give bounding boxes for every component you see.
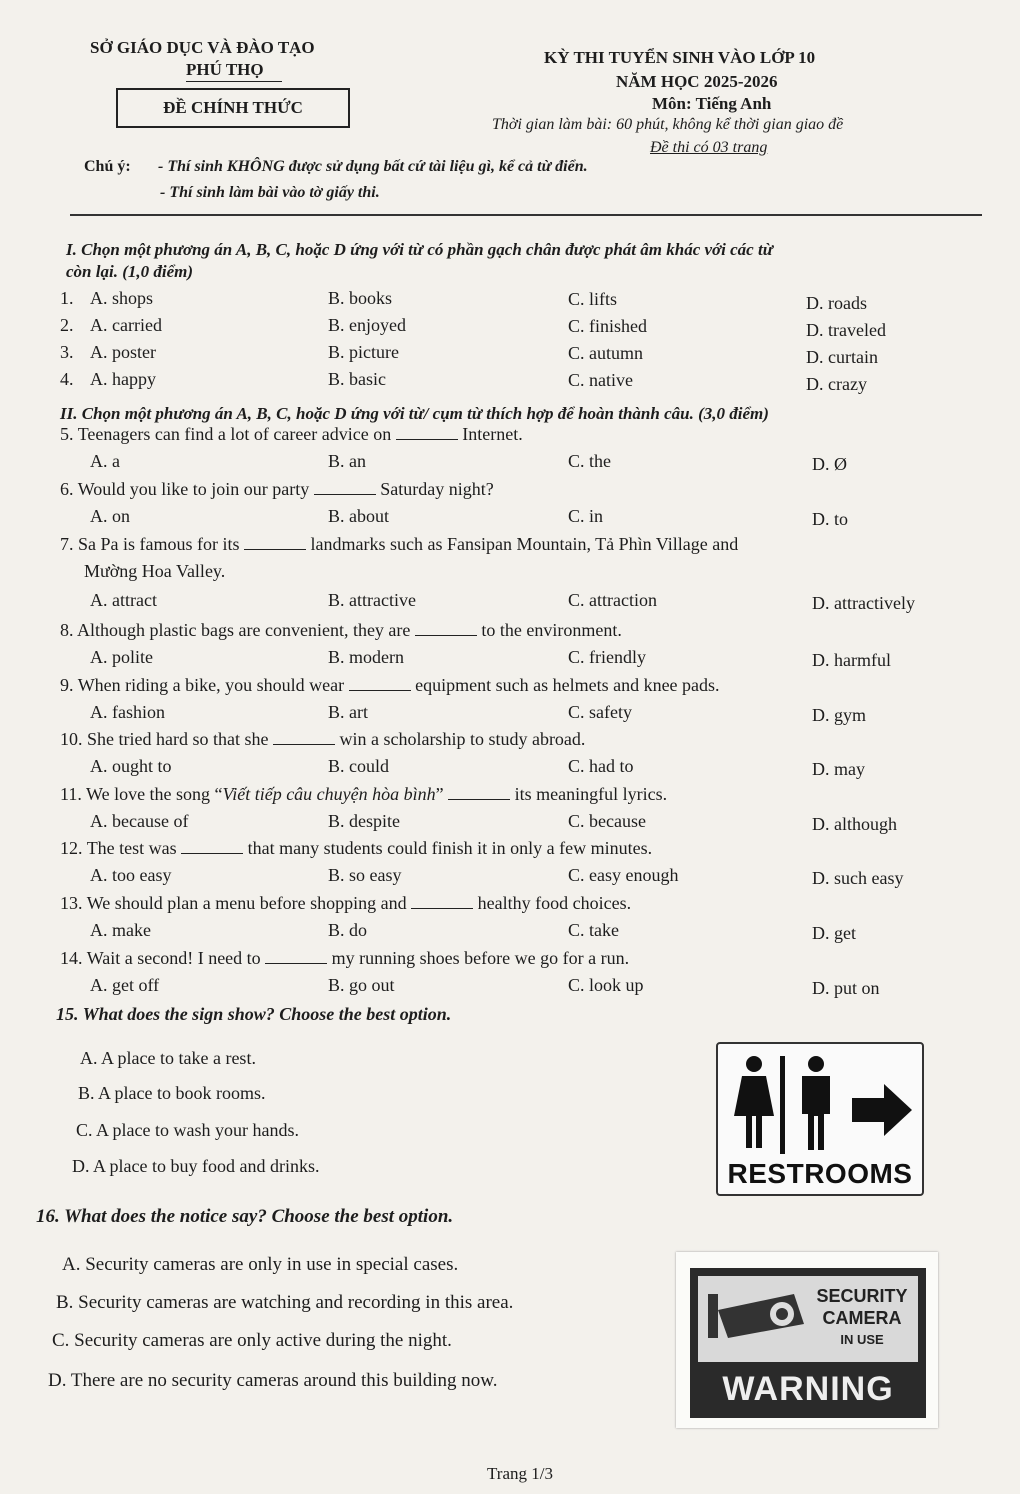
option-b: B. enjoyed [328, 315, 406, 335]
option-b: B. attractive [328, 590, 416, 610]
question-stem [60, 784, 667, 805]
option-d: D. get [812, 923, 856, 943]
question-number: 7. [60, 534, 74, 554]
stem-before-blank: Would you like to join our party [77, 479, 310, 499]
option-b: B. do [328, 920, 368, 940]
question-stem-continued: Mường Hoa Valley. [84, 561, 226, 581]
option-b: B. despite [328, 811, 400, 831]
option-d: D. attractively [812, 593, 915, 613]
q16-option-c: C. Security cameras are only active during the night. [52, 1330, 452, 1351]
option-d: D. curtain [806, 347, 878, 367]
stem-after-blank: that many students could finish it in only a few minutes. [247, 838, 653, 858]
option-a: A. get off [90, 975, 160, 995]
sign-warning-text: WARNING [722, 1370, 894, 1408]
option-c: C. in [568, 506, 604, 526]
option-a: A. attract [90, 590, 157, 610]
official-exam-box: ĐỀ CHÍNH THỨC [116, 88, 350, 128]
restrooms-sign-text: RESTROOMS [727, 1158, 913, 1189]
answer-blank [396, 425, 458, 440]
answer-blank [411, 894, 473, 909]
stem-after-blank: win a scholarship to study abroad. [339, 729, 586, 749]
stem-after-blank: equipment such as helmets and knee pads. [415, 675, 720, 695]
security-camera-sign [690, 1268, 926, 1418]
option-b: B. so easy [328, 865, 402, 885]
option-b: B. go out [328, 975, 395, 995]
province-underline [186, 81, 282, 82]
option-c: C. autumn [568, 343, 643, 363]
stem-after-blank: to the environment. [481, 620, 622, 640]
option-d: D. although [812, 814, 897, 834]
answer-blank [265, 949, 327, 964]
note-2: - Thí sinh làm bài vào tờ giấy thi. [160, 184, 380, 201]
stem-quote-close: ” [435, 784, 444, 804]
option-d: D. to [812, 509, 848, 529]
option-c: C. look up [568, 975, 644, 995]
option-a: A. carried [90, 315, 162, 335]
question-number: 5. [60, 424, 74, 444]
stem-before-blank: We love the song “ [86, 784, 223, 804]
stem-after-blank: Saturday night? [380, 479, 494, 499]
q16-title: 16. What does the notice say? Choose the best option. [36, 1206, 454, 1227]
option-a: A. a [90, 451, 120, 471]
question-stem [60, 893, 631, 914]
restrooms-sign [716, 1042, 924, 1196]
question-number: 11. [60, 784, 82, 804]
option-b: B. modern [328, 647, 404, 667]
stem-after-blank: landmarks such as Fansipan Mountain, Tả Phìn Village and [310, 534, 739, 554]
option-b: B. books [328, 288, 393, 308]
option-d: D. Ø [812, 454, 847, 474]
option-d: D. such easy [812, 868, 904, 888]
option-b: B. could [328, 756, 389, 776]
option-c: C. native [568, 370, 633, 390]
option-b: B. basic [328, 369, 386, 389]
security-camera-icon [704, 1280, 814, 1360]
option-c: C. attraction [568, 590, 657, 610]
option-a: A. happy [90, 369, 156, 389]
option-c: C. had to [568, 756, 634, 776]
question-number: 4. [60, 369, 74, 389]
note-label: Chú ý: [84, 158, 131, 175]
option-c: C. the [568, 451, 611, 471]
option-c: C. friendly [568, 647, 646, 667]
option-c: C. finished [568, 316, 647, 336]
option-a: A. fashion [90, 702, 165, 722]
question-stem [60, 424, 523, 445]
question-stem [60, 948, 629, 969]
question-number: 13. [60, 893, 83, 913]
option-a: A. on [90, 506, 130, 526]
question-number: 12. [60, 838, 83, 858]
stem-before-blank: When riding a bike, you should wear [77, 675, 345, 695]
stem-before-blank: Wait a second! I need to [86, 948, 261, 968]
q15-option-c: C. A place to wash your hands. [76, 1120, 299, 1140]
stem-before-blank: We should plan a menu before shopping and [86, 893, 407, 913]
option-c: C. safety [568, 702, 632, 722]
option-b: B. art [328, 702, 368, 722]
option-b: B. about [328, 506, 389, 526]
question-stem [60, 534, 738, 555]
header-divider [70, 214, 982, 216]
q15-option-d: D. A place to buy food and drinks. [72, 1156, 320, 1176]
answer-blank [448, 785, 510, 800]
stem-after-blank: its meaningful lyrics. [514, 784, 668, 804]
question-stem [60, 729, 585, 750]
note-1: - Thí sinh KHÔNG được sử dụng bất cứ tài liệu gì, kể cả từ điển. [158, 158, 588, 175]
dept-name: SỞ GIÁO DỤC VÀ ĐÀO TẠO [90, 38, 315, 57]
question-stem [60, 620, 622, 641]
option-d: D. crazy [806, 374, 867, 394]
page-number: Trang 1/3 [487, 1464, 553, 1483]
option-d: D. roads [806, 293, 867, 313]
answer-blank [314, 480, 376, 495]
stem-after-blank: Internet. [462, 424, 523, 444]
section1-title-cont: còn lại. (1,0 điểm) [66, 262, 194, 281]
option-a: A. polite [90, 647, 153, 667]
question-number: 10. [60, 729, 83, 749]
option-a: A. shops [90, 288, 154, 308]
stem-before-blank: Sa Pa is famous for its [78, 534, 240, 554]
option-d: D. traveled [806, 320, 886, 340]
question-number: 8. [60, 620, 74, 640]
option-a: A. too easy [90, 865, 172, 885]
question-number: 3. [60, 342, 74, 362]
stem-after-blank: healthy food choices. [477, 893, 632, 913]
camera-panel [698, 1276, 918, 1362]
province-name: PHÚ THỌ [186, 60, 264, 79]
song-title: Viết tiếp câu chuyện hòa bình [222, 784, 436, 804]
school-year: NĂM HỌC 2025-2026 [616, 72, 778, 91]
section2-title: II. Chọn một phương án A, B, C, hoặc D ứng với từ/ cụm từ thích hợp để hoàn thành câu. (3,0 điểm) [60, 404, 769, 423]
q15-option-a: A. A place to take a rest. [80, 1048, 256, 1068]
subject: Môn: Tiếng Anh [652, 94, 772, 113]
stem-after-blank: my running shoes before we go for a run. [331, 948, 630, 968]
option-c: C. lifts [568, 289, 618, 309]
answer-blank [349, 676, 411, 691]
option-d: D. harmful [812, 650, 891, 670]
exam-title: KỲ THI TUYỂN SINH VÀO LỚP 10 [544, 48, 816, 67]
answer-blank [181, 839, 243, 854]
page-count: Đề thi có 03 trang [650, 139, 768, 156]
option-c: C. because [568, 811, 646, 831]
option-c: C. take [568, 920, 619, 940]
answer-blank [244, 535, 306, 550]
q16-option-a: A. Security cameras are only in use in special cases. [62, 1254, 459, 1275]
option-a: A. make [90, 920, 151, 940]
question-number: 6. [60, 479, 74, 499]
q16-option-b: B. Security cameras are watching and recording in this area. [56, 1292, 514, 1313]
stem-before-blank: Teenagers can find a lot of career advice on [77, 424, 392, 444]
q15-title: 15. What does the sign show? Choose the best option. [56, 1004, 452, 1024]
option-c: C. easy enough [568, 865, 679, 885]
stem-before-blank: Although plastic bags are convenient, they are [77, 620, 411, 640]
question-stem [60, 479, 494, 500]
question-stem [60, 838, 652, 859]
question-stem [60, 675, 720, 696]
question-number: 9. [60, 675, 74, 695]
option-a: A. poster [90, 342, 156, 362]
answer-blank [415, 621, 477, 636]
option-d: D. gym [812, 705, 866, 725]
q15-option-b: B. A place to book rooms. [78, 1083, 266, 1103]
q16-option-d: D. There are no security cameras around this building now. [48, 1370, 498, 1391]
option-a: A. because of [90, 811, 189, 831]
sign-security-text: SECURITY [816, 1286, 908, 1306]
question-number: 14. [60, 948, 83, 968]
sign-camera-text: CAMERA [822, 1308, 902, 1328]
question-number: 1. [60, 288, 74, 308]
option-b: B. picture [328, 342, 399, 362]
section1-title: I. Chọn một phương án A, B, C, hoặc D ứng với từ có phần gạch chân được phát âm khác với các từ [66, 240, 773, 259]
question-number: 2. [60, 315, 74, 335]
stem-before-blank: The test was [86, 838, 177, 858]
sign-in-use-text: IN USE [840, 1332, 884, 1347]
stem-before-blank: She tried hard so that she [87, 729, 269, 749]
arrow-right-icon [852, 1084, 912, 1136]
option-a: A. ought to [90, 756, 172, 776]
option-d: D. put on [812, 978, 880, 998]
option-d: D. may [812, 759, 865, 779]
answer-blank [273, 730, 335, 745]
option-b: B. an [328, 451, 366, 471]
exam-time: Thời gian làm bài: 60 phút, không kể thời gian giao đề [492, 116, 844, 133]
